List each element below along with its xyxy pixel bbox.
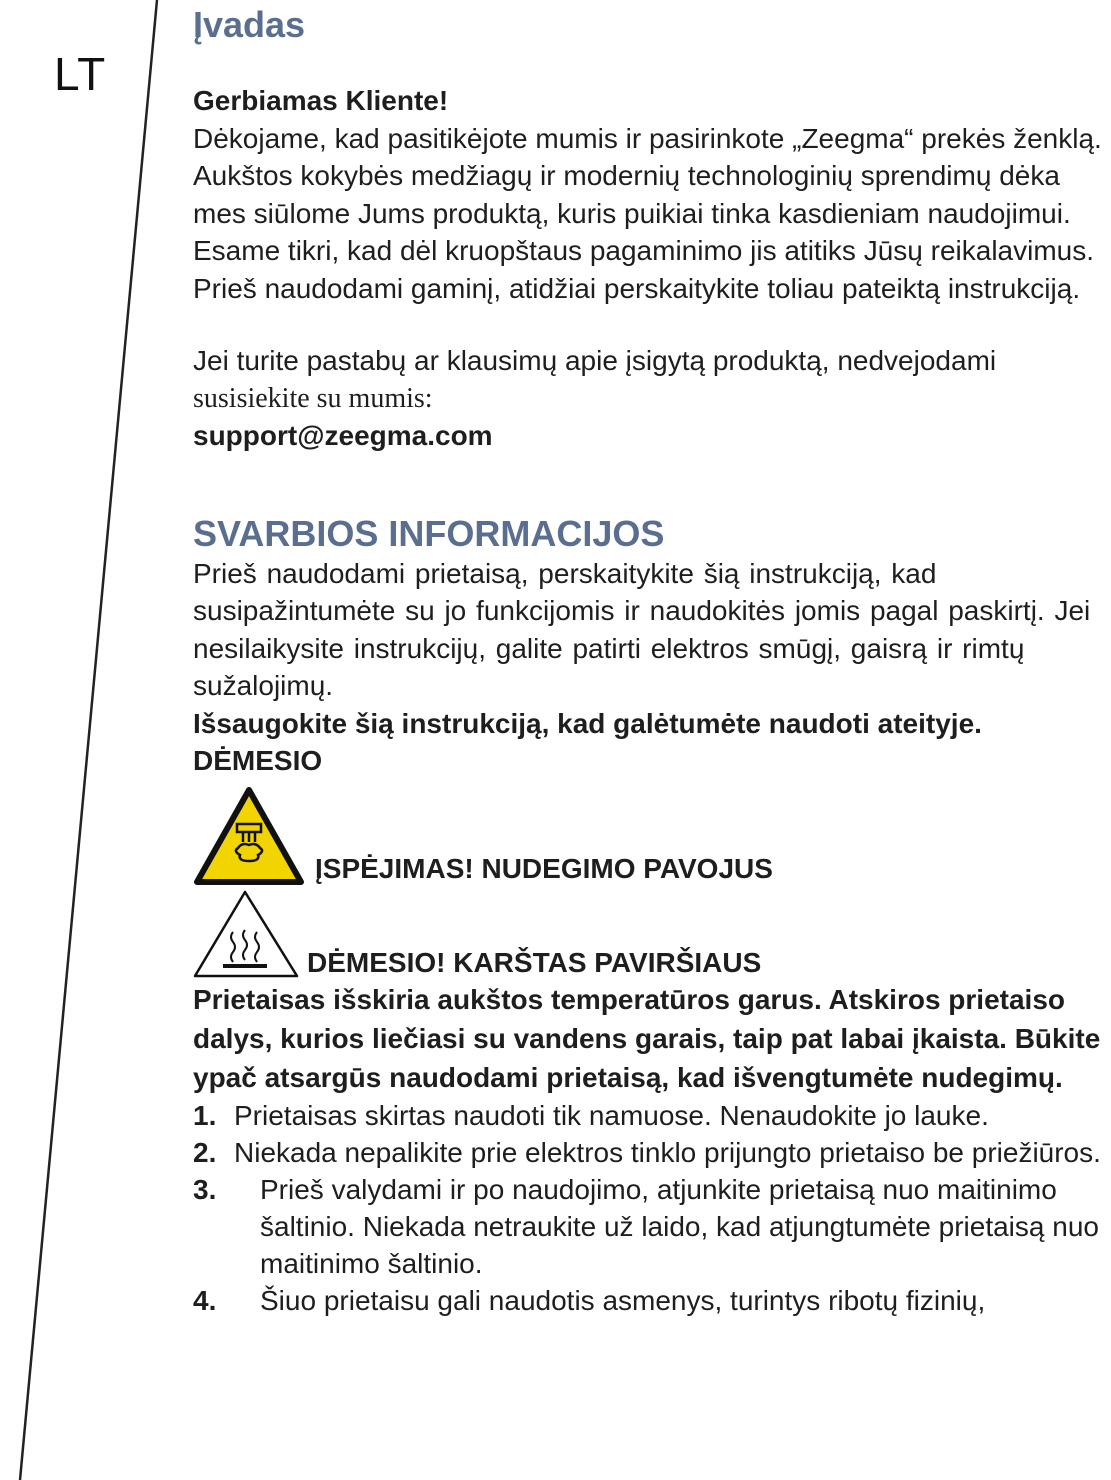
hot-surface-warning (193, 888, 1105, 980)
attention-label: DĖMESIO (193, 745, 323, 776)
list-item (193, 1282, 1105, 1319)
intro-para-3: Prieš naudodami gaminį, atidžiai perskaitykite toliau pateiktą instrukciją. (193, 272, 1081, 304)
list-item-text: Šiuo prietaisu gali naudotis asmenys, turintys ribotų fizinių, (260, 1284, 986, 1316)
burn-warning-label: ĮSPĖJIMAS! NUDEGIMO PAVOJUS (315, 852, 773, 884)
list-item-text: Prieš valydami ir po naudojimo, atjunkite prietaisą nuo maitinimo šaltinio. Niekada netraukite už laido, kad atjungtumėte prietaisą nuo maitinimo šaltinio. (260, 1173, 1099, 1279)
safety-para-1: Prieš naudodami prietaisą, perskaitykite šią instrukciją, kad susipažintumėte su jo funkcijomis ir naudokitės jomis pagal paskirtį. Jei nesilaikysite instrukcijų, galite patirti elektros smūgį, gaisrą ir rimtų sužalojimų. (193, 557, 1091, 701)
hot-surface-icon (193, 888, 303, 980)
save-note: Išsaugokite šią instrukciją, kad galėtumėte naudoti ateityje. (193, 707, 982, 739)
steam-warning: Prietaisas išskiria aukštos temperatūros garus. Atskiros prietaiso dalys, kurios liečiasi su vandens garais, taip pat labai įkaista. Būkite ypač atsargūs naudodami prietaisą, kad išvengtumėte nudegimų. (193, 983, 1101, 1093)
intro-heading: Įvadas (193, 4, 306, 45)
intro-para-2: Aukštos kokybės medžiagų ir modernių technologinių sprendimų dėka mes siūlome Jums produktą, kuris puikiai tinka kasdieniam naudojimui. Esame tikri, kad dėl kruopštaus pagaminimo jis atitiks Jūsų reikalavimus. (193, 160, 1095, 266)
steam-burn-warning-icon (193, 786, 305, 886)
margin-rule (0, 0, 200, 1480)
list-item-number: 1. (193, 1099, 217, 1131)
manual-page (193, 0, 1105, 1319)
list-item (193, 1171, 1105, 1282)
safety-heading: SVARBIOS INFORMACIJOS (193, 512, 665, 554)
language-code: LT (54, 48, 107, 100)
intro-para-1: Dėkojame, kad pasitikėjote mumis ir pasirinkote „Zeegma“ prekės ženklą. (193, 122, 1102, 154)
hot-surface-label: DĖMESIO! KARŠTAS PAVIRŠIAUS (307, 946, 762, 978)
list-item-number: 4. (193, 1284, 217, 1316)
burn-warning (193, 786, 1105, 886)
safety-list (193, 1097, 1105, 1319)
support-email[interactable]: support@zeegma.com (193, 420, 493, 451)
list-item-number: 3. (193, 1173, 217, 1205)
list-item (193, 1097, 1105, 1134)
list-item-number: 2. (193, 1136, 217, 1168)
contact-text-2: susisiekite su mumis: (193, 382, 433, 414)
list-item (193, 1134, 1105, 1171)
contact-text: Jei turite pastabų ar klausimų apie įsigytą produktą, nedvejodami (193, 345, 997, 376)
list-item-text: Prietaisas skirtas naudoti tik namuose. Nenaudokite jo lauke. (234, 1099, 989, 1131)
list-item-text: Niekada nepalikite prie elektros tinklo prijungto prietaiso be priežiūros. (234, 1136, 1101, 1168)
greeting: Gerbiamas Kliente! (193, 85, 449, 116)
